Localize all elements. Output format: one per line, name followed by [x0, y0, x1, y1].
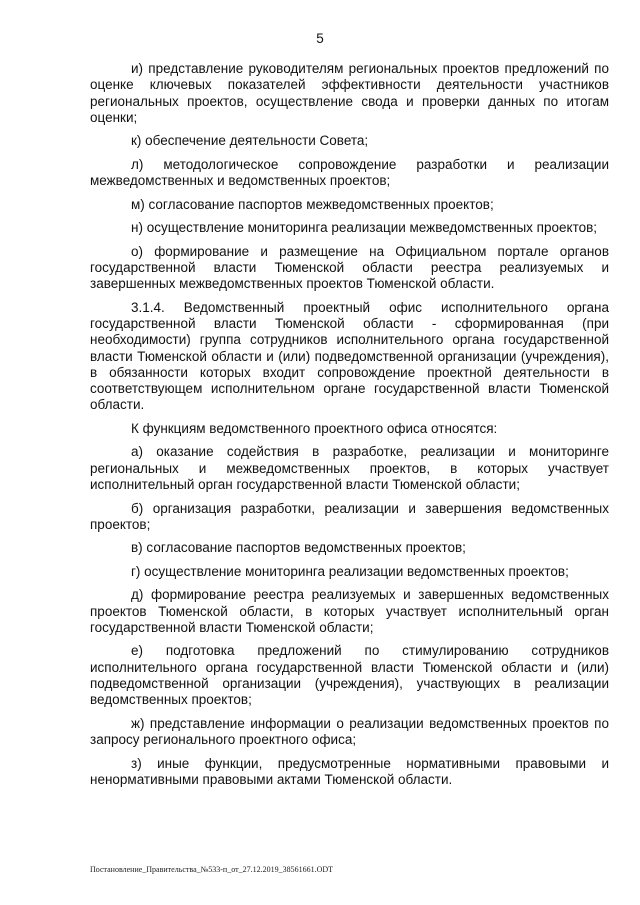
paragraph-functions-intro: К функциям ведомственного проектного офиса относятся: — [131, 420, 498, 436]
paragraph-d: д) формирование реестра реализуемых и завершенных ведомственных проектов Тюменской области, в которых участвует исполнительный орган государственной власти Тюменской области; — [90, 587, 609, 635]
paragraph-b: б) организация разработки, реализации и завершения ведомственных проектов; — [90, 500, 609, 532]
paragraph-zh: ж) представление информации о реализации ведомственных проектов по запросу регионального проектного офиса; — [90, 715, 609, 748]
paragraph-k: к) обеспечение деятельности Совета; — [131, 133, 369, 149]
paragraph-e: е) подготовка предложений по стимулированию сотрудников исполнительного органа государственной власти Тюменской области и (или) подведомственной организации (учреждения), участвующих в реализации ведомственных проектов; — [90, 643, 609, 708]
paragraph-i: и) представление руководителям региональных проектов предложений по оценке ключевых показателей эффективности деятельности участников региональных проектов, осуществление свода и проверки данных по итогам оценки; — [90, 61, 609, 125]
paragraph-m: м) согласование паспортов межведомственных проектов; — [131, 196, 494, 212]
paragraph-z: з) иные функции, предусмотренные нормативными правовыми и ненормативными правовыми актами Тюменской области. — [90, 755, 609, 787]
document-footer: Постановление_Правительства_№533-п_от_27.12.2019_38561661.ODT — [90, 865, 334, 874]
paragraph-v: в) согласование паспортов ведомственных проектов; — [131, 540, 466, 556]
paragraph-a: а) оказание содействия в разработке, реализации и мониторинге региональных и межведомственных проектов, в которых участвует исполнительный орган государственной власти Тюменской области; — [90, 444, 609, 493]
document-body — [90, 61, 609, 795]
paragraph-n: н) осуществление мониторинга реализации межведомственных проектов; — [131, 220, 598, 236]
paragraph-g: г) осуществление мониторинга реализации ведомственных проектов; — [131, 563, 569, 579]
paragraph-o: о) формирование и размещение на Официальном портале органов государственной власти Тюменской области реестра реализуемых и завершенных межведомственных проектов Тюменской области. — [90, 243, 609, 292]
page-number: 5 — [316, 31, 324, 46]
paragraph-3-1-4: 3.1.4. Ведомственный проектный офис исполнительного органа государственной власти Тюменской области - сформированная (при необходимости) группа сотрудников исполнительного органа государственной власти Тюменской области и (или) подведомственной организации (учреждения), в обязанности которых входит сопровождение проектной деятельности в соответствующем исполнительном органе государственной власти Тюменской области. — [90, 299, 609, 413]
paragraph-l: л) методологическое сопровождение разработки и реализации межведомственных и ведомственных проектов; — [90, 156, 609, 189]
